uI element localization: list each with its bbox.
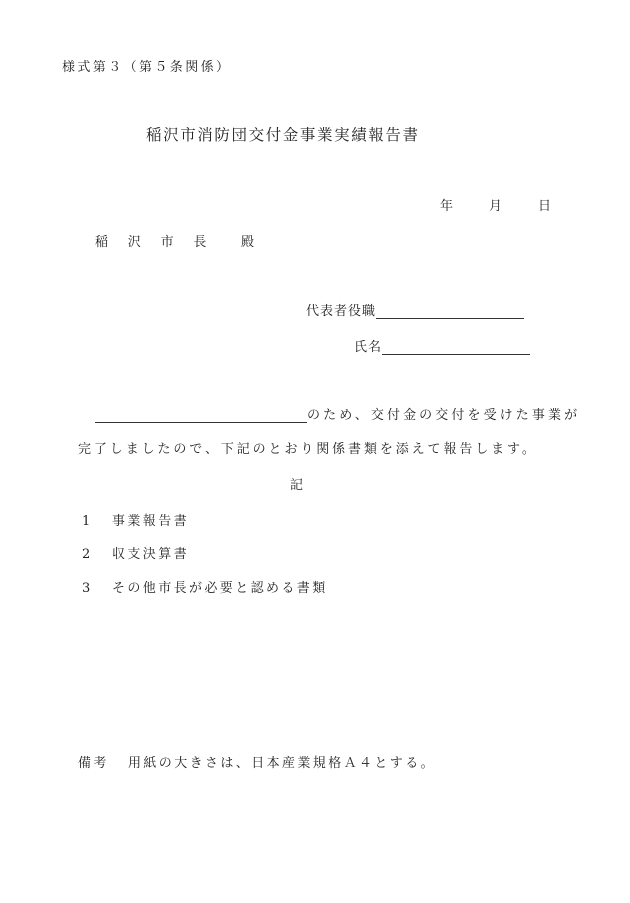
organization-field[interactable] [95, 408, 307, 423]
list-item-1 [82, 510, 189, 529]
body-line-2: 完了しましたので、下記のとおり関係書類を添えて報告します。 [78, 442, 538, 457]
list-item-text: その他市長が必要と認める書類 [112, 581, 328, 596]
remarks-label: 備考 [78, 756, 109, 771]
body-line-1-text: のため、交付金の交付を受けた事業が [307, 408, 581, 423]
addressee-line [95, 231, 257, 250]
form-number: 様式第３（第５条関係） [62, 60, 232, 75]
addressee-name: 稲 沢 市 長 [95, 235, 210, 250]
day-label: 日 [538, 199, 554, 214]
representative-field[interactable] [376, 304, 524, 319]
body-line-1 [95, 404, 580, 423]
list-item-number: 1 [82, 514, 93, 529]
ki-heading: 記 [290, 478, 306, 493]
remarks-text: 用紙の大きさは、日本産業規格Ａ４とする。 [128, 756, 437, 771]
year-label: 年 [440, 199, 456, 214]
list-item-text: 事業報告書 [112, 514, 190, 529]
remarks [78, 752, 436, 771]
list-item-2 [82, 543, 189, 562]
list-item-number: 2 [82, 547, 93, 562]
representative-row [306, 300, 524, 319]
list-item-text: 収支決算書 [112, 547, 190, 562]
list-item-3 [82, 577, 328, 596]
list-item-number: 3 [82, 581, 93, 596]
document-title: 稲沢市消防団交付金事業実績報告書 [146, 126, 420, 144]
name-row [354, 336, 530, 355]
name-label: 氏名 [354, 340, 383, 355]
month-label: 月 [489, 199, 505, 214]
name-field[interactable] [382, 340, 530, 355]
representative-label: 代表者役職 [306, 304, 377, 319]
addressee-honorific: 殿 [241, 235, 257, 250]
